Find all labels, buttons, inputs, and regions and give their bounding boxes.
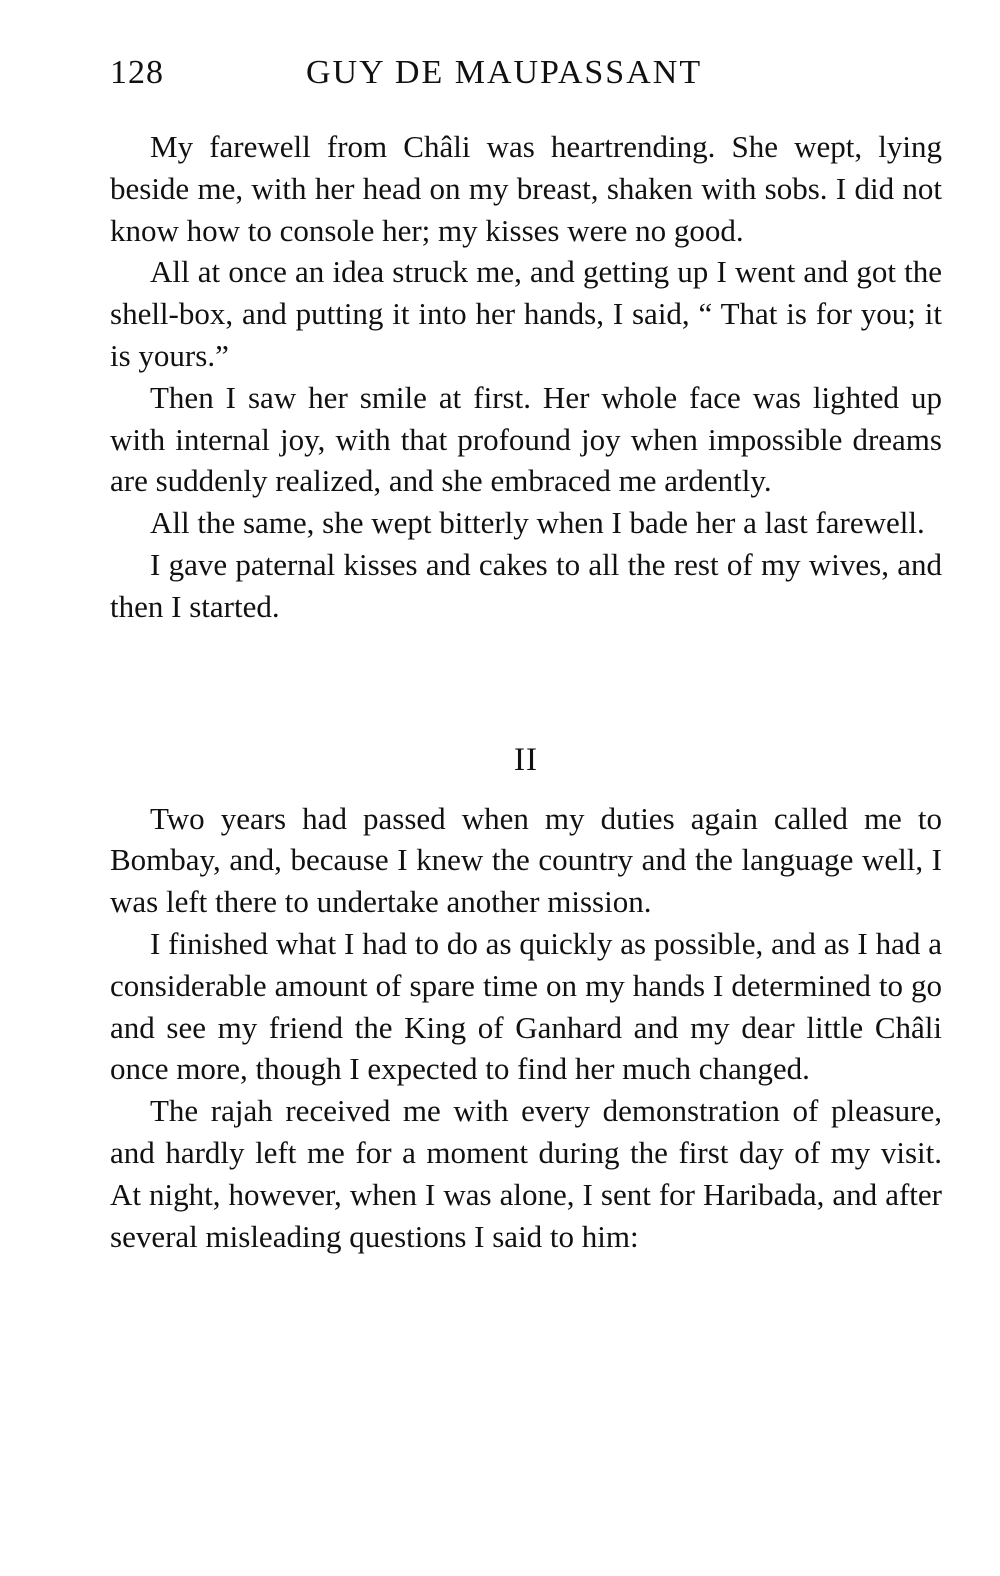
section-two <box>110 798 942 1258</box>
paragraph: All the same, she wept bitterly when I bade her a last farewell. <box>150 505 925 541</box>
paragraph: All at once an idea struck me, and getting up I went and got the shell-box, and putting it into her hands, I said, “ That is for you; it is yours.” <box>110 254 942 373</box>
paragraph: I gave paternal kisses and cakes to all the rest of my wives, and then I started. <box>110 546 942 624</box>
section-one <box>110 126 942 628</box>
running-title: GUY DE MAUPASSANT <box>306 54 703 91</box>
book-page <box>110 48 942 1257</box>
paragraph: Then I saw her smile at first. Her whole face was lighted up with internal joy, with that profound joy when impossible dreams are suddenly realized, and she embraced me ardently. <box>110 379 942 499</box>
running-header <box>110 48 942 98</box>
paragraph: Two years had passed when my duties again called me to Bombay, and, because I knew the country and the language well, I was left there to undertake another mission. <box>110 800 942 920</box>
paragraph: My farewell from Châli was heartrending. She wept, lying beside me, with her head on my breast, shaken with sobs. I did not know how to console her; my kisses were no good. <box>110 129 942 248</box>
page-number: 128 <box>110 54 164 91</box>
paragraph: I finished what I had to do as quickly as possible, and as I had a considerable amount of spare time on my hands I determined to go and see my friend the King of Ganhard and my dear little Châli once more, though I expected to find her much changed. <box>110 925 942 1087</box>
section-heading: II <box>514 741 538 778</box>
paragraph: The rajah received me with every demonstration of pleasure, and hardly left me for a moment during the first day of my visit. At night, however, when I was alone, I sent for Haribada, and after several misleading questions I said to him: <box>110 1093 942 1254</box>
